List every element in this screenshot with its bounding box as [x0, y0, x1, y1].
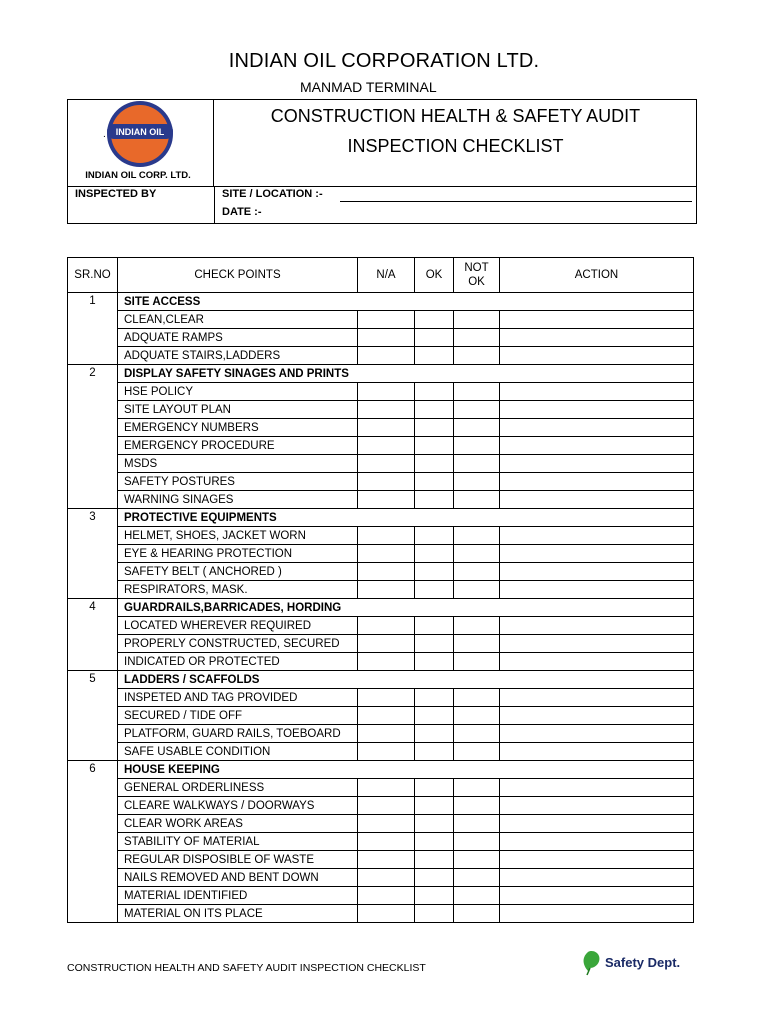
- not-ok-cell[interactable]: [454, 869, 500, 887]
- not-ok-cell[interactable]: [454, 851, 500, 869]
- site-location-field[interactable]: [340, 201, 692, 202]
- not-ok-cell[interactable]: [454, 797, 500, 815]
- table-row: [68, 653, 694, 671]
- ok-cell[interactable]: [415, 869, 454, 887]
- action-cell[interactable]: [500, 617, 694, 635]
- na-cell[interactable]: [358, 689, 415, 707]
- check-point-label: REGULAR DISPOSIBLE OF WASTE: [118, 851, 358, 869]
- action-cell[interactable]: [500, 635, 694, 653]
- na-cell[interactable]: [358, 383, 415, 401]
- check-point-label: GENERAL ORDERLINESS: [118, 779, 358, 797]
- sr-no-cell: [68, 887, 118, 905]
- section-row: [68, 365, 694, 383]
- action-cell[interactable]: [500, 833, 694, 851]
- ok-cell[interactable]: [415, 563, 454, 581]
- check-point-label: MATERIAL ON ITS PLACE: [118, 905, 358, 923]
- table-row: [68, 869, 694, 887]
- action-cell[interactable]: [500, 887, 694, 905]
- check-point-label: MSDS: [118, 455, 358, 473]
- check-point-label: SITE LAYOUT PLAN: [118, 401, 358, 419]
- check-point-label: HSE POLICY: [118, 383, 358, 401]
- ok-cell[interactable]: [415, 887, 454, 905]
- sr-no-cell: [68, 473, 118, 491]
- ok-cell[interactable]: [415, 401, 454, 419]
- action-cell[interactable]: [500, 419, 694, 437]
- check-point-label: ADQUATE RAMPS: [118, 329, 358, 347]
- table-row: [68, 545, 694, 563]
- ok-cell[interactable]: [415, 635, 454, 653]
- ok-cell[interactable]: [415, 725, 454, 743]
- sr-no-cell: [68, 635, 118, 653]
- table-row: [68, 851, 694, 869]
- section-title: LADDERS / SCAFFOLDS: [118, 671, 694, 689]
- check-point-label: PROPERLY CONSTRUCTED, SECURED: [118, 635, 358, 653]
- table-row: [68, 419, 694, 437]
- action-cell[interactable]: [500, 455, 694, 473]
- ok-cell[interactable]: [415, 383, 454, 401]
- na-cell[interactable]: [358, 887, 415, 905]
- table-row: [68, 635, 694, 653]
- ok-cell[interactable]: [415, 329, 454, 347]
- logo-caption: INDIAN OIL CORP. LTD.: [85, 170, 191, 181]
- na-cell[interactable]: [358, 581, 415, 599]
- table-row: [68, 527, 694, 545]
- table-row: [68, 815, 694, 833]
- na-cell[interactable]: [358, 707, 415, 725]
- table-row: [68, 455, 694, 473]
- ok-cell[interactable]: [415, 419, 454, 437]
- header-srno: SR.NO: [68, 258, 118, 293]
- action-cell[interactable]: [500, 329, 694, 347]
- section-row: [68, 509, 694, 527]
- table-row: [68, 401, 694, 419]
- safety-dept-label: Safety Dept.: [605, 955, 681, 970]
- na-cell[interactable]: [358, 653, 415, 671]
- table-row: [68, 563, 694, 581]
- sr-no-cell: [68, 905, 118, 923]
- check-point-label: SAFE USABLE CONDITION: [118, 743, 358, 761]
- not-ok-cell[interactable]: [454, 653, 500, 671]
- terminal-name: MANMAD TERMINAL: [300, 79, 437, 95]
- table-row: [68, 743, 694, 761]
- ok-cell[interactable]: [415, 437, 454, 455]
- ok-cell[interactable]: [415, 545, 454, 563]
- sr-no-cell: [68, 797, 118, 815]
- action-cell[interactable]: [500, 815, 694, 833]
- date-label: DATE :-: [222, 206, 262, 218]
- na-cell[interactable]: [358, 437, 415, 455]
- action-cell[interactable]: [500, 563, 694, 581]
- not-ok-cell[interactable]: [454, 401, 500, 419]
- na-cell[interactable]: [358, 347, 415, 365]
- check-point-label: WARNING SINAGES: [118, 491, 358, 509]
- header-action: ACTION: [500, 258, 694, 293]
- check-point-label: EYE & HEARING PROTECTION: [118, 545, 358, 563]
- logo-dot: .: [103, 129, 106, 140]
- section-title: PROTECTIVE EQUIPMENTS: [118, 509, 694, 527]
- sr-no-cell: [68, 815, 118, 833]
- ok-cell[interactable]: [415, 797, 454, 815]
- sr-no-cell: [68, 833, 118, 851]
- action-cell[interactable]: [500, 527, 694, 545]
- sr-no-cell: [68, 851, 118, 869]
- check-point-label: RESPIRATORS, MASK.: [118, 581, 358, 599]
- not-ok-cell[interactable]: [454, 725, 500, 743]
- not-ok-cell[interactable]: [454, 545, 500, 563]
- action-cell[interactable]: [500, 743, 694, 761]
- na-cell[interactable]: [358, 455, 415, 473]
- na-cell[interactable]: [358, 797, 415, 815]
- check-point-label: ADQUATE STAIRS,LADDERS: [118, 347, 358, 365]
- table-row: [68, 779, 694, 797]
- not-ok-cell[interactable]: [454, 887, 500, 905]
- na-cell[interactable]: [358, 419, 415, 437]
- sr-no-cell: [68, 329, 118, 347]
- na-cell[interactable]: [358, 779, 415, 797]
- corporation-title: INDIAN OIL CORPORATION LTD.: [228, 50, 540, 72]
- table-row: [68, 833, 694, 851]
- not-ok-cell[interactable]: [454, 833, 500, 851]
- sr-no-cell: 4: [68, 599, 118, 617]
- header-check-points: CHECK POINTS: [118, 258, 358, 293]
- ok-cell[interactable]: [415, 311, 454, 329]
- na-cell[interactable]: [358, 833, 415, 851]
- not-ok-cell[interactable]: [454, 707, 500, 725]
- section-title: DISPLAY SAFETY SINAGES AND PRINTS: [118, 365, 694, 383]
- ok-cell[interactable]: [415, 653, 454, 671]
- document-title: [214, 99, 697, 186]
- check-point-label: NAILS REMOVED AND BENT DOWN: [118, 869, 358, 887]
- sr-no-cell: [68, 455, 118, 473]
- check-point-label: HELMET, SHOES, JACKET WORN: [118, 527, 358, 545]
- not-ok-cell[interactable]: [454, 347, 500, 365]
- not-ok-cell[interactable]: [454, 491, 500, 509]
- ok-cell[interactable]: [415, 689, 454, 707]
- check-point-label: STABILITY OF MATERIAL: [118, 833, 358, 851]
- section-row: [68, 671, 694, 689]
- section-title: SITE ACCESS: [118, 293, 694, 311]
- sr-no-cell: [68, 617, 118, 635]
- table-row: [68, 473, 694, 491]
- sr-no-cell: [68, 743, 118, 761]
- sr-no-cell: [68, 869, 118, 887]
- not-ok-cell[interactable]: [454, 689, 500, 707]
- table-header-row: [68, 258, 694, 293]
- action-cell[interactable]: [500, 473, 694, 491]
- site-location-label: SITE / LOCATION :-: [222, 188, 323, 200]
- ok-cell[interactable]: [415, 473, 454, 491]
- table-row: [68, 311, 694, 329]
- check-point-label: CLEAN,CLEAR: [118, 311, 358, 329]
- section-row: [68, 599, 694, 617]
- inspected-by-label: INSPECTED BY: [75, 188, 157, 200]
- action-cell[interactable]: [500, 311, 694, 329]
- action-cell[interactable]: [500, 779, 694, 797]
- section-title: GUARDRAILS,BARRICADES, HORDING: [118, 599, 694, 617]
- not-ok-cell[interactable]: [454, 419, 500, 437]
- na-cell[interactable]: [358, 311, 415, 329]
- sr-no-cell: [68, 491, 118, 509]
- table-row: [68, 383, 694, 401]
- check-point-label: SECURED / TIDE OFF: [118, 707, 358, 725]
- sr-no-cell: [68, 689, 118, 707]
- sr-no-cell: [68, 725, 118, 743]
- sr-no-cell: [68, 779, 118, 797]
- ok-cell[interactable]: [415, 779, 454, 797]
- sr-no-cell: [68, 419, 118, 437]
- check-point-label: MATERIAL IDENTIFIED: [118, 887, 358, 905]
- check-point-label: INDICATED OR PROTECTED: [118, 653, 358, 671]
- action-cell[interactable]: [500, 347, 694, 365]
- sr-no-cell: [68, 527, 118, 545]
- sr-no-cell: [68, 653, 118, 671]
- check-point-label: LOCATED WHEREVER REQUIRED: [118, 617, 358, 635]
- table-row: [68, 725, 694, 743]
- na-cell[interactable]: [358, 401, 415, 419]
- sr-no-cell: 6: [68, 761, 118, 779]
- action-cell[interactable]: [500, 851, 694, 869]
- table-row: [68, 347, 694, 365]
- not-ok-cell[interactable]: [454, 905, 500, 923]
- footer-text: CONSTRUCTION HEALTH AND SAFETY AUDIT INSPECTION CHECKLIST: [67, 962, 426, 974]
- action-cell[interactable]: [500, 905, 694, 923]
- table-row: [68, 581, 694, 599]
- ok-cell[interactable]: [415, 617, 454, 635]
- ok-cell[interactable]: [415, 815, 454, 833]
- sr-no-cell: [68, 707, 118, 725]
- sr-no-cell: [68, 563, 118, 581]
- sr-no-cell: [68, 311, 118, 329]
- checklist-table: [67, 257, 694, 923]
- sr-no-cell: 3: [68, 509, 118, 527]
- na-cell[interactable]: [358, 527, 415, 545]
- na-cell[interactable]: [358, 473, 415, 491]
- na-cell[interactable]: [358, 563, 415, 581]
- na-cell[interactable]: [358, 617, 415, 635]
- na-cell[interactable]: [358, 869, 415, 887]
- na-cell[interactable]: [358, 491, 415, 509]
- ok-cell[interactable]: [415, 707, 454, 725]
- na-cell[interactable]: [358, 851, 415, 869]
- table-row: [68, 491, 694, 509]
- header-not-ok: [454, 258, 500, 293]
- table-row: [68, 329, 694, 347]
- check-point-label: INSPETED AND TAG PROVIDED: [118, 689, 358, 707]
- header-not-ok-line1: NOT: [464, 262, 489, 274]
- not-ok-cell[interactable]: [454, 779, 500, 797]
- not-ok-cell[interactable]: [454, 563, 500, 581]
- action-cell[interactable]: [500, 689, 694, 707]
- sr-no-cell: [68, 347, 118, 365]
- ok-cell[interactable]: [415, 905, 454, 923]
- not-ok-cell[interactable]: [454, 455, 500, 473]
- header-not-ok-line2: OK: [468, 276, 485, 288]
- ok-cell[interactable]: [415, 527, 454, 545]
- checklist-body: [68, 293, 694, 923]
- ok-cell[interactable]: [415, 833, 454, 851]
- sr-no-cell: 2: [68, 365, 118, 383]
- table-row: [68, 887, 694, 905]
- action-cell[interactable]: [500, 707, 694, 725]
- not-ok-cell[interactable]: [454, 383, 500, 401]
- action-cell[interactable]: [500, 797, 694, 815]
- check-point-label: EMERGENCY PROCEDURE: [118, 437, 358, 455]
- action-cell[interactable]: [500, 581, 694, 599]
- check-point-label: PLATFORM, GUARD RAILS, TOEBOARD: [118, 725, 358, 743]
- action-cell[interactable]: [500, 401, 694, 419]
- header-na: N/A: [358, 258, 415, 293]
- section-row: [68, 761, 694, 779]
- sr-no-cell: [68, 401, 118, 419]
- ok-cell[interactable]: [415, 581, 454, 599]
- sr-no-cell: 1: [68, 293, 118, 311]
- table-row: [68, 617, 694, 635]
- action-cell[interactable]: [500, 725, 694, 743]
- not-ok-cell[interactable]: [454, 815, 500, 833]
- logo-cell: [67, 99, 214, 186]
- not-ok-cell[interactable]: [454, 329, 500, 347]
- not-ok-cell[interactable]: [454, 581, 500, 599]
- sr-no-cell: [68, 581, 118, 599]
- check-point-label: SAFETY POSTURES: [118, 473, 358, 491]
- na-cell[interactable]: [358, 905, 415, 923]
- table-row: [68, 707, 694, 725]
- title-line-1: CONSTRUCTION HEALTH & SAFETY AUDIT: [270, 106, 641, 126]
- na-cell[interactable]: [358, 725, 415, 743]
- check-point-label: CLEAR WORK AREAS: [118, 815, 358, 833]
- na-cell[interactable]: [358, 545, 415, 563]
- na-cell[interactable]: [358, 743, 415, 761]
- check-point-label: SAFETY BELT ( ANCHORED ): [118, 563, 358, 581]
- check-point-label: CLEARE WALKWAYS / DOORWAYS: [118, 797, 358, 815]
- section-title: HOUSE KEEPING: [118, 761, 694, 779]
- action-cell[interactable]: [500, 653, 694, 671]
- header-column-divider: [214, 186, 215, 224]
- na-cell[interactable]: [358, 815, 415, 833]
- table-row: [68, 905, 694, 923]
- table-row: [68, 689, 694, 707]
- not-ok-cell[interactable]: [454, 635, 500, 653]
- action-cell[interactable]: [500, 545, 694, 563]
- not-ok-cell[interactable]: [454, 527, 500, 545]
- header-divider: [67, 186, 697, 187]
- action-cell[interactable]: [500, 869, 694, 887]
- ok-cell[interactable]: [415, 851, 454, 869]
- na-cell[interactable]: [358, 329, 415, 347]
- action-cell[interactable]: [500, 491, 694, 509]
- section-row: [68, 293, 694, 311]
- sr-no-cell: [68, 437, 118, 455]
- table-row: [68, 437, 694, 455]
- logo-text: INDIAN OIL: [115, 127, 165, 137]
- sr-no-cell: [68, 383, 118, 401]
- indian-oil-logo: [67, 99, 214, 186]
- action-cell[interactable]: [500, 437, 694, 455]
- leaf-icon: [584, 951, 600, 972]
- ok-cell[interactable]: [415, 455, 454, 473]
- ok-cell[interactable]: [415, 347, 454, 365]
- table-row: [68, 797, 694, 815]
- na-cell[interactable]: [358, 635, 415, 653]
- not-ok-cell[interactable]: [454, 473, 500, 491]
- sr-no-cell: 5: [68, 671, 118, 689]
- ok-cell[interactable]: [415, 491, 454, 509]
- not-ok-cell[interactable]: [454, 437, 500, 455]
- ok-cell[interactable]: [415, 743, 454, 761]
- check-point-label: EMERGENCY NUMBERS: [118, 419, 358, 437]
- header-ok: OK: [415, 258, 454, 293]
- sr-no-cell: [68, 545, 118, 563]
- title-line-2: INSPECTION CHECKLIST: [347, 136, 564, 156]
- not-ok-cell[interactable]: [454, 311, 500, 329]
- not-ok-cell[interactable]: [454, 617, 500, 635]
- action-cell[interactable]: [500, 383, 694, 401]
- not-ok-cell[interactable]: [454, 743, 500, 761]
